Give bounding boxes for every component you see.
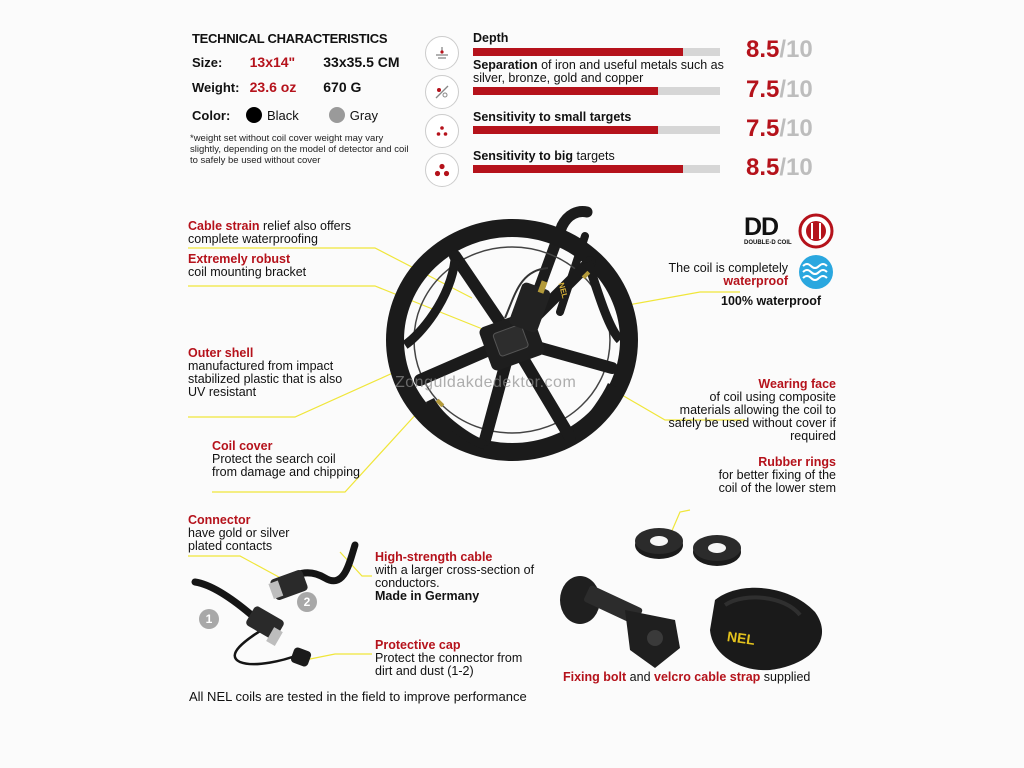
- callout-cap-text: Protect the connector from dirt and dust (1-2): [375, 651, 523, 678]
- callout-coil-cover-title: Coil cover: [212, 439, 273, 453]
- strap-logo: NEL: [726, 628, 756, 648]
- weight-label: Weight:: [192, 80, 240, 95]
- badge-1: 1: [199, 609, 219, 629]
- dd-coil-badge: [800, 215, 832, 247]
- callout-cable: [375, 551, 560, 603]
- callout-cap: [375, 639, 525, 678]
- callout-cable-strain-text2: complete waterproofing: [188, 232, 318, 246]
- callout-connector-title: Connector: [188, 513, 251, 527]
- weight-g: 670 G: [323, 79, 362, 95]
- callout-bracket-text: coil mounting bracket: [188, 265, 307, 279]
- big-targets-label-rest: targets: [573, 149, 615, 163]
- separation-score-value: 7.5: [746, 76, 780, 103]
- callout-fixing-supplied: supplied: [760, 670, 811, 684]
- callout-waterproof-100: 100% waterproof: [721, 294, 822, 308]
- size-inches: 13x14": [249, 54, 296, 70]
- callout-wearing-face: [660, 378, 836, 443]
- black-label: Black: [267, 107, 299, 123]
- specs-title: TECHNICAL CHARACTERISTICS: [192, 31, 388, 46]
- callout-outer-shell: [188, 347, 348, 399]
- callout-cable-strain: [188, 220, 351, 246]
- separation-label-bold: Separation: [473, 58, 538, 72]
- callout-cable-strain-text1: relief also offers: [259, 219, 352, 233]
- callout-coil-cover-text: Protect the search coil from damage and chipping: [212, 452, 361, 479]
- callout-outer-shell-text: manufactured from impact stabilized plastic that is also UV resistant: [188, 359, 343, 399]
- waterproof-icon: [799, 255, 833, 289]
- small-targets-score-value: 7.5: [746, 115, 780, 142]
- callout-fixing-and: and: [626, 670, 654, 684]
- callout-wearing-face-text: of coil using composite materials allowing the coil to safely be used without cover if required: [668, 390, 836, 443]
- callout-bracket-title: Extremely robust: [188, 252, 291, 266]
- rubber-ring-2: [693, 535, 741, 566]
- protective-cap: [290, 646, 312, 667]
- small-targets-score-max: /10: [779, 115, 813, 142]
- callout-waterproof: [640, 262, 788, 288]
- callout-rubber-rings: [710, 456, 836, 495]
- callout-fixing: [563, 671, 810, 684]
- weight-oz: 23.6 oz: [249, 79, 297, 95]
- dd-subtext: DOUBLE-D COIL: [744, 240, 792, 246]
- fixing-bolt: [560, 576, 680, 668]
- callout-fixing-strap: velcro cable strap: [654, 670, 761, 684]
- separation-score-max: /10: [779, 76, 813, 103]
- watermark: Zonguldakdedektor.com: [395, 374, 577, 391]
- gray-label: Gray: [349, 107, 378, 123]
- callout-cable-text: with a larger cross-section of conductors.: [375, 563, 535, 590]
- callout-connector: [188, 514, 313, 553]
- size-label: Size:: [192, 55, 223, 70]
- dd-text: DD: [744, 213, 779, 241]
- callout-bracket: [188, 253, 306, 279]
- small-targets-label-bold: Sensitivity to small targets: [473, 110, 632, 124]
- depth-score-value: 8.5: [746, 36, 780, 63]
- badge-2: 2: [297, 592, 317, 612]
- big-targets-score-max: /10: [779, 154, 813, 181]
- connector-cable: [195, 545, 355, 664]
- callout-waterproof-text: The coil is completely: [668, 261, 788, 275]
- big-targets-score-value: 8.5: [746, 154, 780, 181]
- callout-connector-text: have gold or silver plated contacts: [188, 526, 290, 553]
- callout-wearing-face-title: Wearing face: [758, 377, 836, 391]
- weight-note: *weight set without coil cover weight may vary slightly, depending on the model of detector and coil to safely be used without cover: [190, 133, 409, 166]
- callout-outer-shell-title: Outer shell: [188, 346, 254, 360]
- callout-rubber-rings-title: Rubber rings: [758, 455, 836, 469]
- callout-rubber-rings-text: for better fixing of the coil of the lower stem: [718, 468, 836, 495]
- callout-cable-strain-title: Cable strain: [188, 219, 260, 233]
- big-targets-label-bold: Sensitivity to big: [473, 149, 574, 163]
- callout-cable-bold: Made in Germany: [375, 589, 480, 603]
- depth-label-bold: Depth: [473, 31, 509, 45]
- callout-coil-cover: [212, 440, 362, 479]
- callout-waterproof-title: waterproof: [723, 274, 788, 288]
- velcro-strap: [710, 588, 822, 670]
- size-cm: 33x35.5 CM: [323, 54, 400, 70]
- color-label: Color:: [192, 107, 231, 123]
- callout-cap-title: Protective cap: [375, 638, 461, 652]
- rubber-ring-1: [635, 528, 683, 559]
- stem-logo: NEL: [556, 281, 570, 300]
- footer-note: All NEL coils are tested in the field to improve performance: [189, 689, 527, 704]
- callout-cable-title: High-strength cable: [375, 550, 493, 564]
- callout-fixing-bolt: Fixing bolt: [563, 670, 627, 684]
- separation-label-rest: of iron and useful metals such as silver, bronze, gold and copper: [473, 58, 724, 85]
- depth-score-max: /10: [779, 36, 813, 63]
